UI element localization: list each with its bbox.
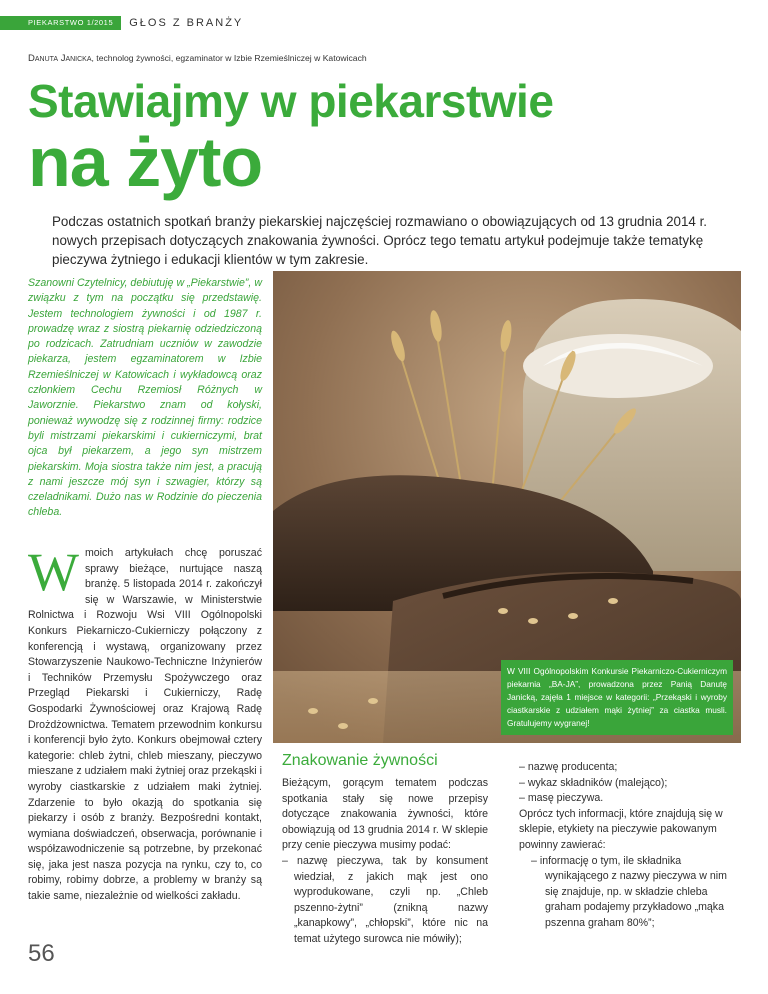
drop-cap: W <box>28 542 79 602</box>
section-label: GŁOS Z BRANŻY <box>129 17 244 29</box>
list-item: – wykaz składników (malejąco); <box>519 776 668 789</box>
list-item: – masę pieczywa. <box>519 792 604 805</box>
list-item: – nazwę pieczywa, tak by konsument wiedział, z jakich mąk jest ono wyprodukowane, czyli np. „Chleb pszenno-żytni” (znikną nazwy „kanapkowy”, „chłopski”, które nic na temat użytego surowca nie mówiły); <box>282 854 488 945</box>
body-column-3 <box>519 760 739 932</box>
list-item: – informację o tym, ile składnika wynikającego z nazwy pieczywa w nim się znajduje, np. w składzie chleba graham podajemy przykładowo „mąka pszenna graham 80%”; <box>531 854 727 929</box>
article-title-line-1: Stawiajmy w piekarstwie <box>28 75 554 127</box>
photo-caption: W VIII Ogólnopolskim Konkursie Piekarniczo-Cukierniczym piekarnia „BA-JA”, prowadzona przez Panią Danutę Janicką, zajęła 1 miejsce w kategorii: „Przekąski i wyroby ciastkarskie z udziałem mąki żytniej” za ciastka musli. Gratulujemy wygranej! <box>501 660 733 735</box>
author-name: Danuta Janicka <box>28 53 92 64</box>
body-column-2 <box>282 776 488 948</box>
page-number: 56 <box>28 940 55 967</box>
lead-paragraph: Podczas ostatnich spotkań branży piekarskiej najczęściej rozmawiano o obowiązujących od 13 grudnia 2014 r. nowych przepisach dotyczących znakowania żywności. Oprócz tego tematu artykuł podejmuje także tematykę pieczywa żytniego i edukacji klientów w tym zakresie. <box>52 214 708 267</box>
section-subheading: Znakowanie żywności <box>282 752 438 769</box>
issue-tag: PIEKARSTWO 1/2015 <box>0 16 121 30</box>
article-title-line-2: na żyto <box>28 123 263 201</box>
body-column-3-text: Oprócz tych informacji, które znajdują się w sklepie, etykiety na pieczywie pakowanym powinny zawierać: <box>519 807 723 851</box>
body-column-1 <box>28 542 262 905</box>
author-description: , technolog żywności, egzaminator w Izbie Rzemieślniczej w Katowicach <box>91 53 367 63</box>
list-item: – nazwę producenta; <box>519 761 618 773</box>
header-bar <box>0 12 243 34</box>
intro-paragraph: Szanowni Czytelnicy, debiutuję w „Piekarstwie”, w związku z tym na początku się przedstawię. Jestem technologiem żywności i od 1987 r. prowadzę wraz z siostrą piekarnię odziedziczoną po rodzicach. Zatrudniam uczniów w zawodzie piekarza, jestem egzaminatorem w Izbie Rzemieślniczej w Katowicach i wykładowcą oraz członkiem Cechu Rzemiosł Różnych w Jaworznie. Piekarstwo znam od kołyski, ponieważ wywodzę się z rodzinnej firmy: rodzice byli mistrzami piekarskimi i cukierniczymi, brat ojca był piekarzem, a jego syn mistrzem piekarskim. Moja siostra także nim jest, a pracują z nami jeszcze mój syn i szwagier, którzy są czeladnikami. Dużo nas w Rodzinie do pieczenia chleba. <box>28 277 262 519</box>
author-line <box>28 53 367 64</box>
body-column-2-text: Bieżącym, gorącym tematem podczas spotkania stały się nowe przepisy dotyczące znakowania żywności, które obowiązują od 13 grudnia 2014 r. W sklepie przy cenie pieczywa musimy podać: <box>282 777 488 852</box>
body-column-1-text: moich artykułach chcę poruszać sprawy bieżące, nurtujące naszą branżę. 5 listopada 2014 r. zakończył się w Warszawie, w Ministerstwie Rolnictwa i Rozwoju Wsi VIII Ogólnopolski Konkurs Piekarniczo-Cukierniczy połączony z konferencją i wystawą, organizowany przez Stowarzyszenie Naukowo-Techniczne Inżynierów i Techników Przemysłu Spożywczego oraz Przegląd Piekarski i Cukierniczy, Radę Gospodarki Żywnościowej oraz Krajową Radę Drożdżownictwa. Tematem przewodnim konkursu i konferencji było żyto. Konkurs obejmował cztery kategorie: chleb żytni, chleb mieszany, pieczywo mieszane z udziałem maki żytniej oraz przekąski i wyroby ciastkarskie z udziałem maki żytniej. Zdarzenie to było okazją do spotkania się piekarzy i osób z branży. Bezpośredni kontakt, wymiana doświadczeń, obserwacja, porównanie i współzawodniczenie są potrzebne, by przekonać się, jaka jest nasza pozycja na rynku, czy to, co robimy, robimy dobrze, a problemy w branży są takie same, niezależnie od wielkości zakładu. <box>28 547 262 903</box>
